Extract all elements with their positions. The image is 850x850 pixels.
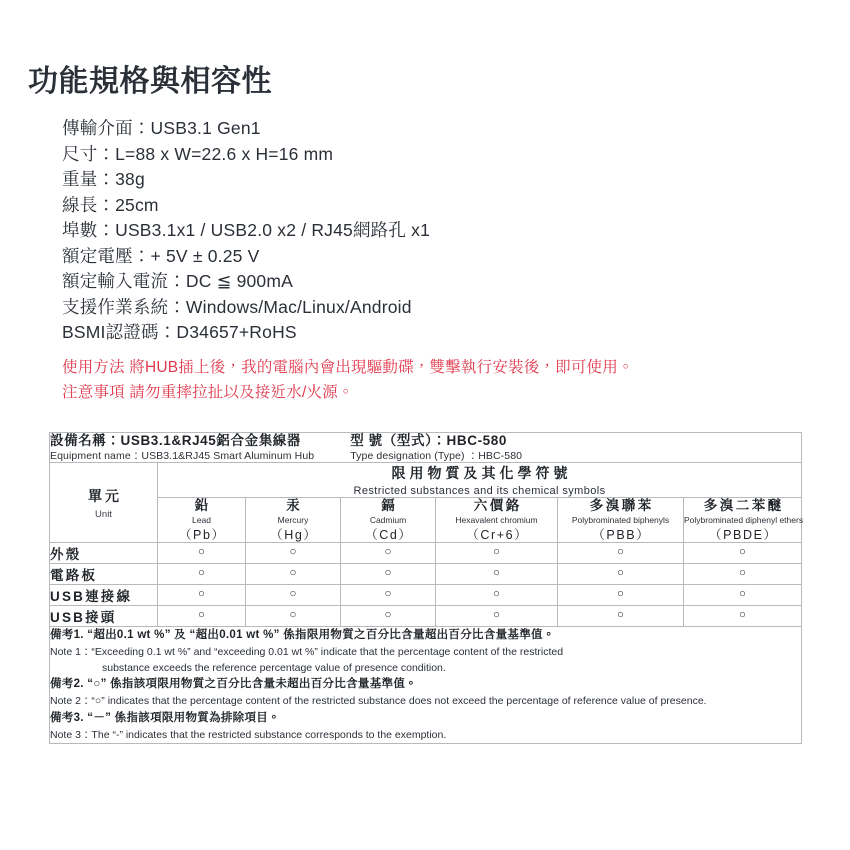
mark-cell: ○ [246, 563, 341, 584]
mark-cell: ○ [158, 542, 246, 563]
substance-symbol: （Cd） [365, 527, 413, 542]
mark-cell: ○ [158, 605, 246, 626]
mark-cell: ○ [684, 542, 802, 563]
spec-item-ports: 埠數：USB3.1x1 / USB2.0 x2 / RJ45網路孔 x1 [62, 220, 431, 240]
spec-item-rated-voltage: 額定電壓：+ 5V ± 0.25 V [62, 245, 260, 266]
substance-symbol: （PBB） [592, 527, 651, 542]
type-designation-en: Type designation (Type) ：HBC-580 [350, 449, 523, 462]
substance-header-hexavalent-chromium [436, 498, 558, 543]
part-name-cell: 外殼 [50, 542, 158, 563]
equipment-name-zh: 設備名稱：USB3.1&RJ45鋁合金集線器 [50, 433, 301, 448]
notice-usage-method: 使用方法 將HUB插上後，我的電腦內會出現驅動碟，雙擊執行安裝後，即可使用。 [62, 359, 634, 376]
table-row [50, 542, 802, 563]
substance-en: Lead [192, 514, 211, 525]
substance-symbol: （Hg） [270, 527, 318, 542]
type-designation-zh: 型 號（型式）：HBC-580 [350, 433, 507, 448]
substance-zh: 汞 [286, 498, 303, 514]
table-row-equipment-header [50, 433, 802, 463]
unit-header-cell [50, 463, 158, 543]
notice-block [62, 355, 822, 405]
substance-en: Polybrominated diphenyl ethers [684, 514, 804, 525]
substance-en: Polybrominated biphenyls [571, 514, 670, 525]
mark-cell: ○ [341, 542, 436, 563]
rohs-declaration-table [49, 432, 804, 744]
mark-cell: ○ [246, 605, 341, 626]
note-2-en: Note 2：“○” indicates that the percentage content of the restricted substance does not exceed the percentage of reference value of presence. [50, 695, 707, 708]
substance-symbol: （Pb） [178, 527, 226, 542]
table-row [50, 584, 802, 605]
spec-item-supported-os: 支援作業系統：Windows/Mac/Linux/Android [62, 296, 412, 317]
mark-cell: ○ [341, 584, 436, 605]
table-row [50, 563, 802, 584]
unit-header-en: Unit [95, 508, 112, 520]
spec-item-rated-input-current: 額定輸入電流：DC ≦ 900mA [62, 271, 294, 291]
part-name-cell: USB接頭 [50, 605, 158, 626]
restricted-substances-header-cell [158, 463, 802, 498]
substance-en: Cadmium [369, 514, 407, 525]
substance-zh: 多溴聯苯 [589, 498, 654, 514]
substance-en: Mercury [277, 514, 309, 525]
mark-cell: ○ [158, 584, 246, 605]
part-name-cell: 電路板 [50, 563, 158, 584]
mark-cell: ○ [558, 605, 684, 626]
spec-item-bsmi-code: BSMI認證碼：D34657+RoHS [62, 322, 297, 342]
substance-header-pbde [684, 498, 802, 543]
mark-cell: ○ [436, 563, 558, 584]
spec-item-dimensions: 尺寸：L=88 x W=22.6 x H=16 mm [62, 143, 334, 164]
mark-cell: ○ [558, 563, 684, 584]
note-1-en: Note 1：“Exceeding 0.1 wt %” and “exceeding 0.01 wt %” indicate that the percentage content of the restricted [50, 645, 564, 658]
restricted-header-en: Restricted substances and its chemical symbols [353, 485, 606, 498]
mark-cell: ○ [558, 584, 684, 605]
substance-zh: 多溴二苯醚 [703, 498, 784, 514]
spec-item-transfer-interface: 傳輸介面：USB3.1 Gen1 [62, 118, 261, 138]
substance-zh: 鎘 [381, 498, 398, 514]
notice-cautions: 注意事項 請勿重摔拉扯以及接近水/火源。 [62, 384, 354, 401]
table-row-notes [50, 626, 802, 743]
equipment-name-en: Equipment name：USB3.1&RJ45 Smart Aluminum Hub [50, 449, 315, 462]
mark-cell: ○ [436, 584, 558, 605]
substance-header-pbb [558, 498, 684, 543]
substance-header-cadmium [341, 498, 436, 543]
table-row-substance-headers [50, 498, 802, 543]
mark-cell: ○ [684, 584, 802, 605]
mark-cell: ○ [684, 563, 802, 584]
note-2-zh: 備考2. “○” 係指該項限用物質之百分比含量未超出百分比含量基準值。 [50, 678, 417, 691]
substance-header-mercury [246, 498, 341, 543]
page-title: 功能規格與相容性 [28, 65, 272, 98]
spec-item-weight: 重量：38g [62, 169, 145, 189]
mark-cell: ○ [158, 563, 246, 584]
note-3-zh: 備考3. “－” 係指該項限用物質為排除項目。 [50, 711, 280, 724]
substance-en: Hexavalent chromium [455, 514, 538, 525]
equipment-header-cell [50, 433, 802, 463]
mark-cell: ○ [436, 605, 558, 626]
restricted-header-zh: 限用物質及其化學符號 [391, 465, 572, 482]
substance-header-lead [158, 498, 246, 543]
table-row-group-header [50, 463, 802, 498]
table-row [50, 605, 802, 626]
part-name-cell: USB連接線 [50, 584, 158, 605]
mark-cell: ○ [246, 584, 341, 605]
substance-zh: 六價鉻 [473, 498, 522, 514]
note-3-en: Note 3：The “-” indicates that the restricted substance corresponds to the exemption. [50, 728, 447, 741]
note-1-en-cont: substance exceeds the reference percentage value of presence condition. [102, 661, 446, 674]
type-designation-group [350, 433, 522, 462]
notes-cell [50, 626, 802, 743]
equipment-name-group [50, 433, 314, 462]
mark-cell: ○ [436, 542, 558, 563]
specification-list [62, 116, 762, 346]
mark-cell: ○ [341, 605, 436, 626]
mark-cell: ○ [246, 542, 341, 563]
mark-cell: ○ [341, 563, 436, 584]
substance-zh: 鉛 [194, 498, 211, 514]
note-1-zh: 備考1. “超出0.1 wt %” 及 “超出0.01 wt %” 係指限用物質之百分比含量超出百分比含量基準值。 [50, 628, 555, 641]
substance-symbol: （Cr+6） [466, 527, 529, 542]
spec-item-cable-length: 線長：25cm [62, 194, 159, 215]
unit-header-zh: 單元 [88, 487, 122, 504]
mark-cell: ○ [558, 542, 684, 563]
substance-symbol: （PBDE） [709, 527, 778, 542]
mark-cell: ○ [684, 605, 802, 626]
